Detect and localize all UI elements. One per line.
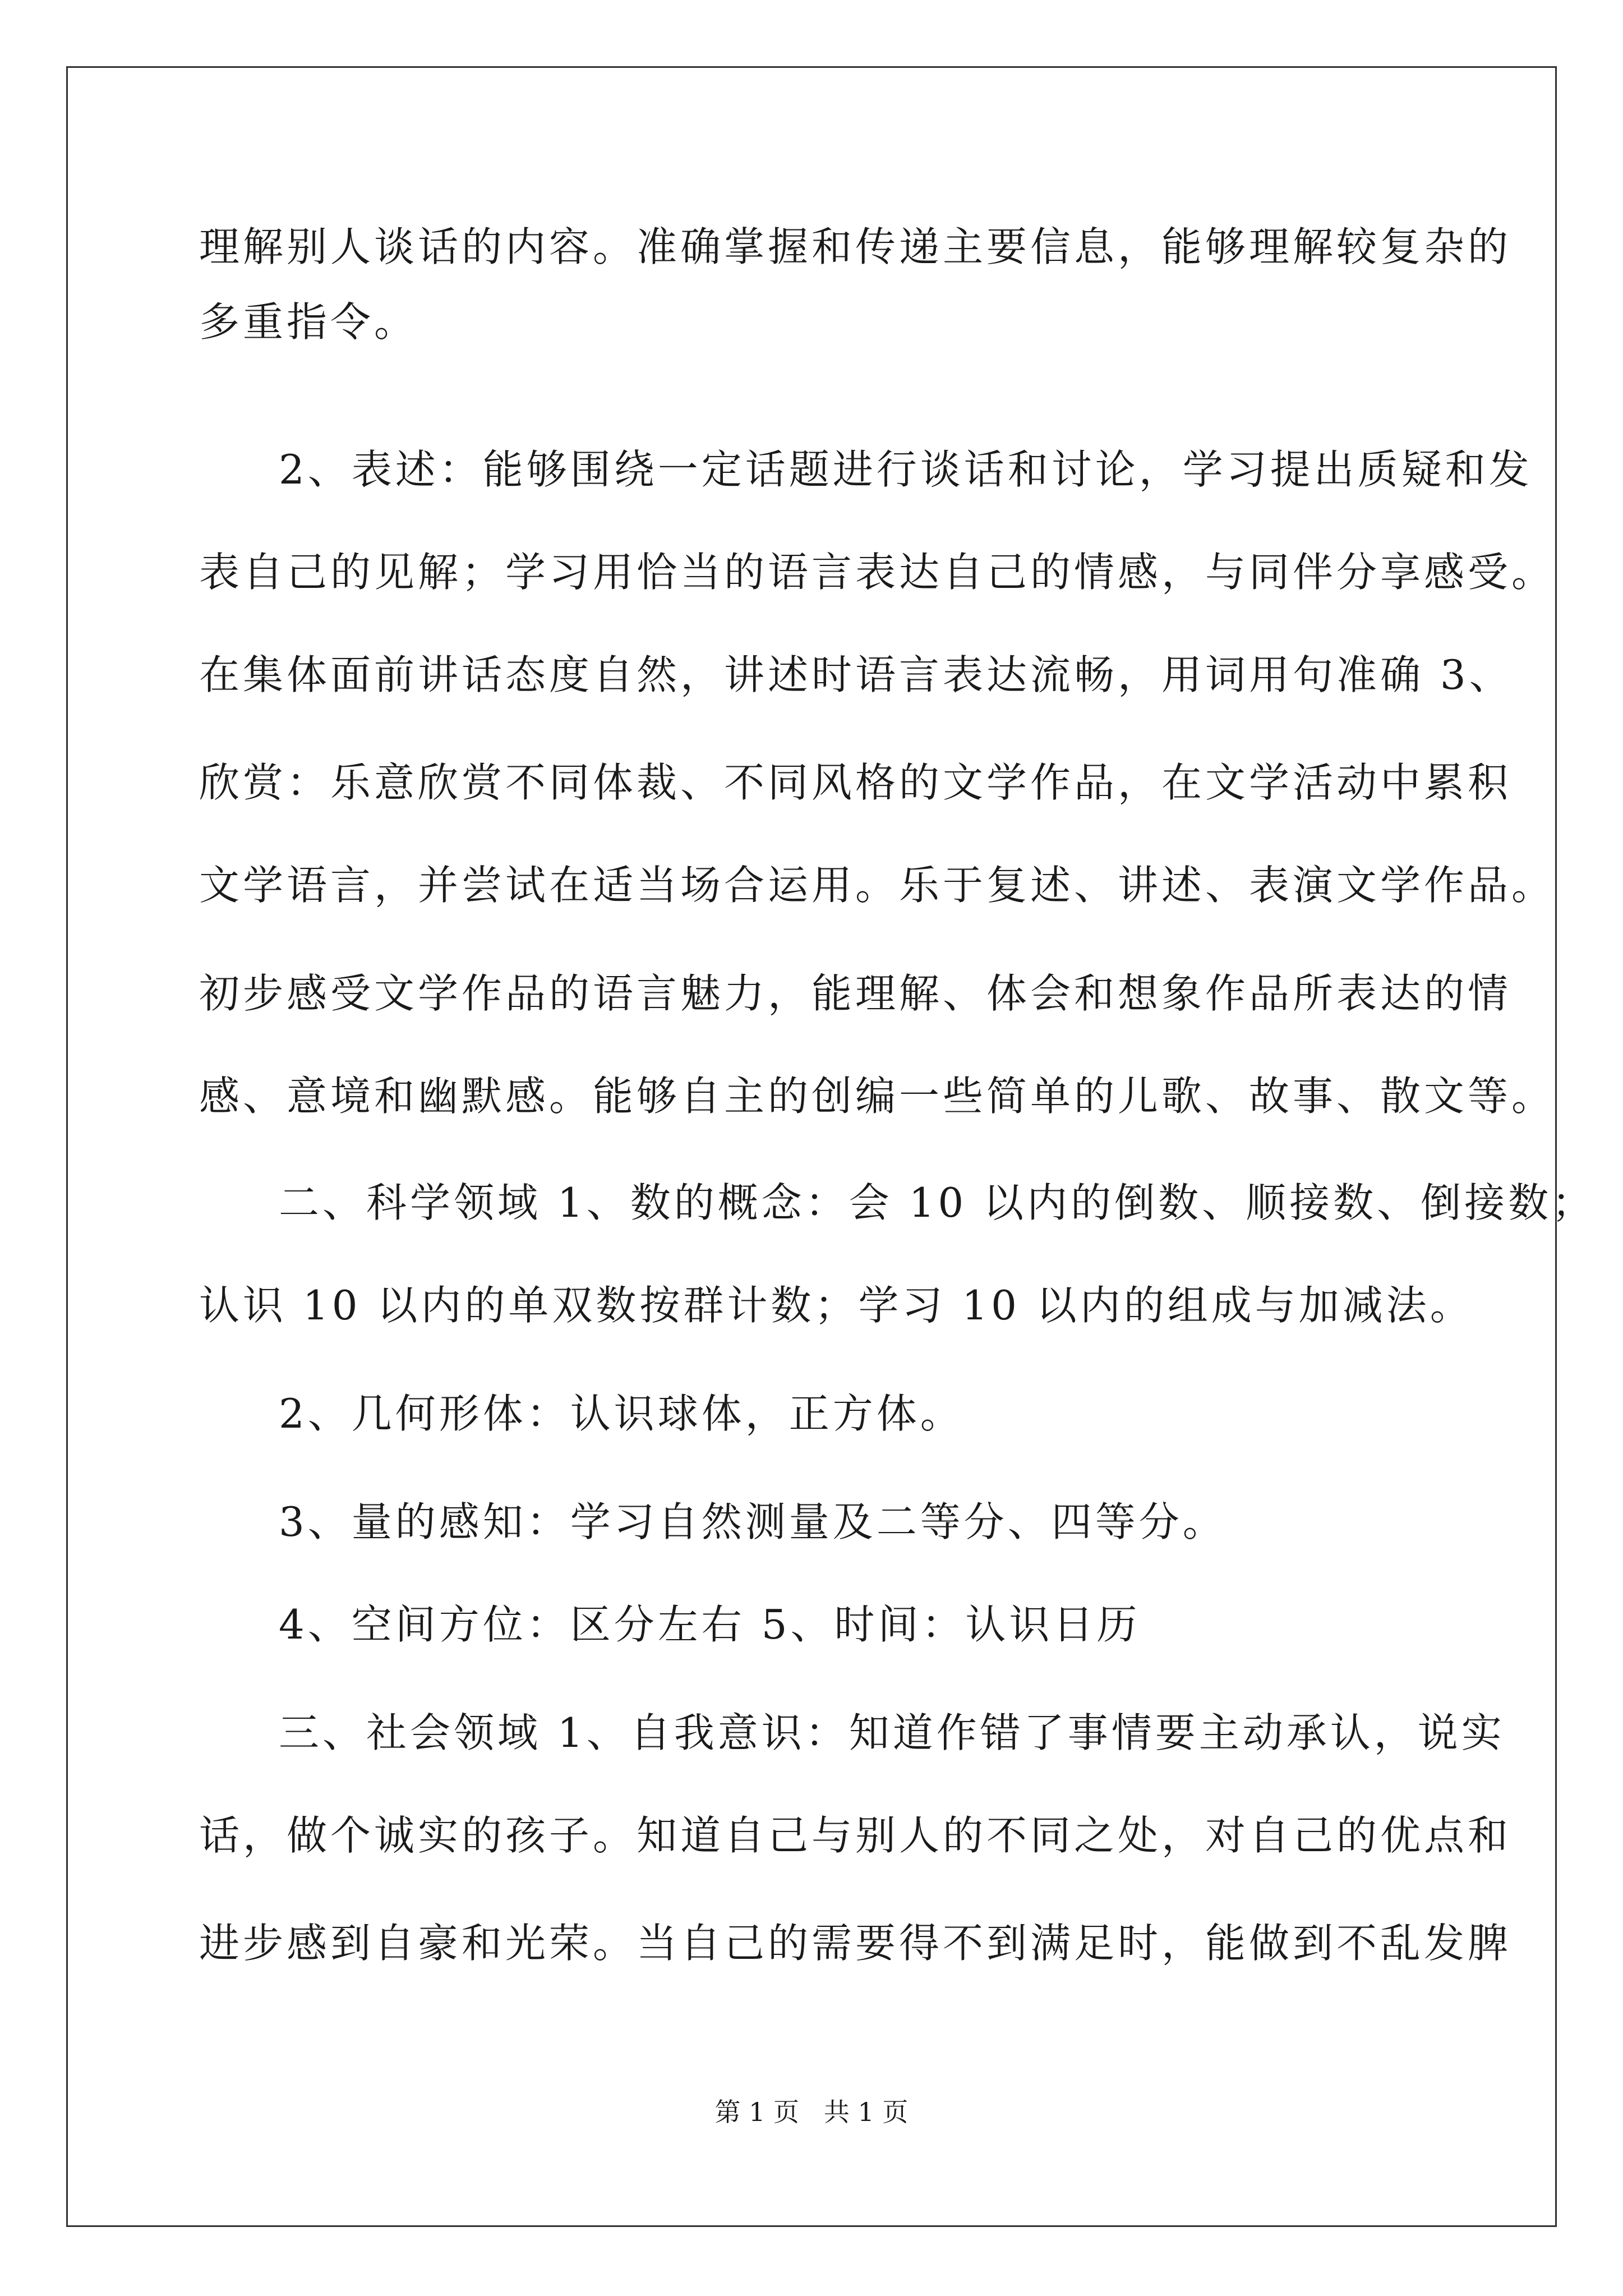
- text-line: 多重指令。: [199, 298, 418, 346]
- text-line: 在集体面前讲话态度自然，讲述时语言表达流畅，用词用句准确 3、: [199, 651, 1513, 698]
- text-line: 2、几何形体：认识球体，正方体。: [279, 1390, 964, 1437]
- text-line: 二、科学领域 1、数的概念：会 10 以内的倒数、顺接数、倒接数；: [279, 1179, 1596, 1226]
- text-line: 话，做个诚实的孩子。知道自己与别人的不同之处，对自己的优点和: [199, 1812, 1512, 1859]
- text-line: 进步感到自豪和光荣。当自己的需要得不到满足时，能做到不乱发脾: [199, 1920, 1512, 1967]
- text-line: 2、表述：能够围绕一定话题进行谈话和讨论，学习提出质疑和发: [279, 446, 1533, 493]
- page-number-footer: 第 1 页 共 1 页: [714, 2097, 909, 2127]
- text-line: 三、社会领域 1、自我意识：知道作错了事情要主动承认，说实: [279, 1709, 1505, 1756]
- text-line: 4、空间方位：区分左右 5、时间：认识日历: [279, 1601, 1141, 1648]
- text-line: 文学语言，并尝试在适当场合运用。乐于复述、讲述、表演文学作品。: [199, 862, 1556, 909]
- text-line: 初步感受文学作品的语言魅力，能理解、体会和想象作品所表达的情: [199, 970, 1512, 1017]
- text-line: 理解别人谈话的内容。准确掌握和传递主要信息，能够理解较复杂的: [199, 223, 1512, 270]
- text-line: 认识 10 以内的单双数按群计数；学习 10 以内的组成与加减法。: [199, 1282, 1474, 1329]
- page-border: [66, 66, 1557, 2227]
- text-line: 3、量的感知：学习自然测量及二等分、四等分。: [279, 1498, 1227, 1545]
- text-line: 欣赏：乐意欣赏不同体裁、不同风格的文学作品，在文学活动中累积: [199, 759, 1512, 806]
- text-line: 表自己的见解；学习用恰当的语言表达自己的情感，与同伴分享感受。: [199, 549, 1556, 596]
- text-line: 感、意境和幽默感。能够自主的创编一些简单的儿歌、故事、散文等。: [199, 1073, 1556, 1120]
